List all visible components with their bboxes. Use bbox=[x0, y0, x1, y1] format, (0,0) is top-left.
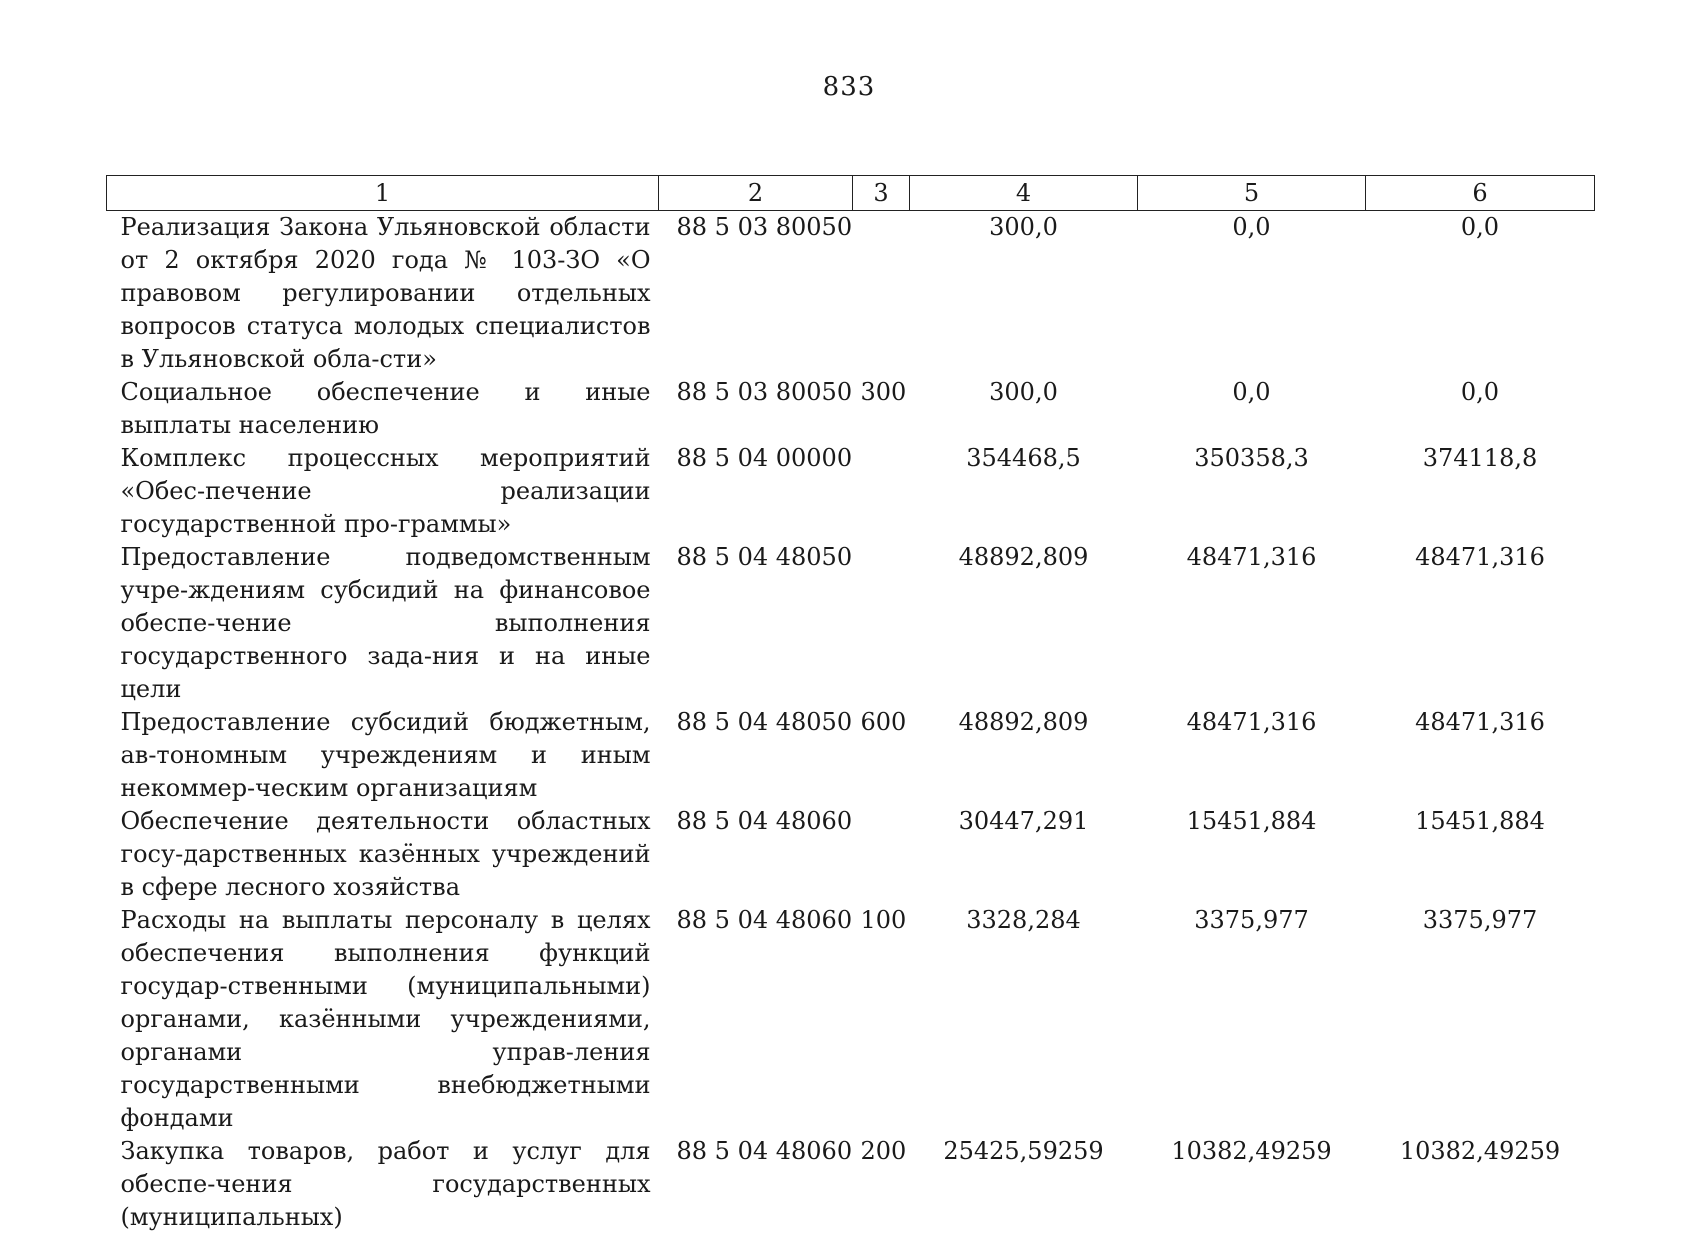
row-name: Обеспечение деятельности областных госу-дарственных казённых учреждений в сфере лесного хозяйства bbox=[120, 807, 651, 901]
row-code: 88 5 04 00000 bbox=[676, 444, 853, 472]
row-value-6: 0,0 bbox=[1460, 378, 1500, 406]
row-code: 88 5 04 48050 bbox=[676, 543, 853, 571]
row-value-4: 300,0 bbox=[989, 213, 1058, 241]
header-col-1: 1 bbox=[107, 176, 659, 211]
row-value-5: 3375,977 bbox=[1194, 906, 1309, 934]
row-value-5: 48471,316 bbox=[1186, 708, 1317, 736]
row-value-5: 0,0 bbox=[1232, 213, 1271, 241]
row-value-6: 48471,316 bbox=[1415, 543, 1545, 571]
row-kvr bbox=[853, 541, 910, 706]
row-code: 88 5 04 48060 bbox=[676, 807, 853, 835]
row-value-4: 25425,59259 bbox=[943, 1137, 1104, 1165]
row-name: Предоставление субсидий бюджетным, ав-тономным учреждениям и иным некоммер-ческим организациям bbox=[120, 708, 651, 802]
table-row bbox=[107, 442, 1595, 541]
row-value-4: 300,0 bbox=[989, 378, 1058, 406]
row-name: Комплекс процессных мероприятий «Обес-печение реализации государственной про-граммы» bbox=[120, 444, 651, 538]
table-row bbox=[107, 805, 1595, 904]
row-value-4: 30447,291 bbox=[958, 807, 1089, 835]
row-kvr bbox=[853, 211, 910, 377]
row-name: Закупка товаров, работ и услуг для обеспе-чения государственных (муниципальных) bbox=[120, 1137, 651, 1231]
row-value-6: 48471,316 bbox=[1415, 708, 1545, 736]
row-kvr: 200 bbox=[860, 1137, 907, 1165]
row-value-5: 48471,316 bbox=[1186, 543, 1317, 571]
row-value-6: 374118,8 bbox=[1422, 444, 1538, 472]
header-col-3: 3 bbox=[853, 176, 910, 211]
row-value-5: 10382,49259 bbox=[1171, 1137, 1332, 1165]
row-kvr bbox=[853, 805, 910, 904]
table-row bbox=[107, 541, 1595, 706]
row-code: 88 5 04 48060 bbox=[676, 1137, 853, 1165]
header-col-5: 5 bbox=[1138, 176, 1366, 211]
row-value-4: 48892,809 bbox=[958, 708, 1089, 736]
row-kvr: 100 bbox=[860, 906, 907, 934]
row-value-5: 15451,884 bbox=[1186, 807, 1317, 835]
row-value-6: 15451,884 bbox=[1415, 807, 1545, 835]
row-code: 88 5 04 48060 bbox=[676, 906, 853, 934]
header-col-6: 6 bbox=[1366, 176, 1595, 211]
header-col-2: 2 bbox=[659, 176, 853, 211]
row-kvr bbox=[853, 442, 910, 541]
row-value-4: 354468,5 bbox=[966, 444, 1081, 472]
row-value-6: 10382,49259 bbox=[1399, 1137, 1561, 1165]
row-kvr: 600 bbox=[860, 708, 907, 736]
row-value-6: 0,0 bbox=[1460, 213, 1500, 241]
row-name: Реализация Закона Ульяновской области от 2 октября 2020 года № 103-ЗО «О правовом регулировании отдельных вопросов статуса молодых специалистов в Ульяновской обла-сти» bbox=[120, 213, 651, 373]
row-kvr: 300 bbox=[860, 378, 907, 406]
row-name: Расходы на выплаты персоналу в целях обеспечения выполнения функций государ-ственными (муниципальными) органами, казёнными учреждениями, органами управ-ления государственными внебюджетными фондами bbox=[120, 906, 651, 1132]
row-code: 88 5 03 80050 bbox=[676, 213, 853, 241]
table-row bbox=[107, 376, 1595, 442]
row-code: 88 5 04 48050 bbox=[676, 708, 853, 736]
row-value-5: 350358,3 bbox=[1194, 444, 1309, 472]
row-name: Предоставление подведомственным учре-ждениям субсидий на финансовое обеспе-чение выполнения государственного зада-ния и на иные цели bbox=[120, 543, 651, 703]
header-col-4: 4 bbox=[910, 176, 1138, 211]
row-name: Социальное обеспечение и иные выплаты населению bbox=[120, 378, 651, 439]
table-row bbox=[107, 1135, 1595, 1234]
table-header-row bbox=[107, 176, 1595, 211]
row-value-4: 48892,809 bbox=[958, 543, 1089, 571]
row-value-4: 3328,284 bbox=[966, 906, 1081, 934]
row-value-6: 3375,977 bbox=[1422, 906, 1538, 934]
table-row bbox=[107, 904, 1595, 1135]
budget-table bbox=[106, 175, 1595, 1234]
row-value-5: 0,0 bbox=[1232, 378, 1271, 406]
row-code: 88 5 03 80050 bbox=[676, 378, 853, 406]
page-number: 833 bbox=[822, 72, 876, 102]
table-row bbox=[107, 706, 1595, 805]
table-row bbox=[107, 211, 1595, 377]
